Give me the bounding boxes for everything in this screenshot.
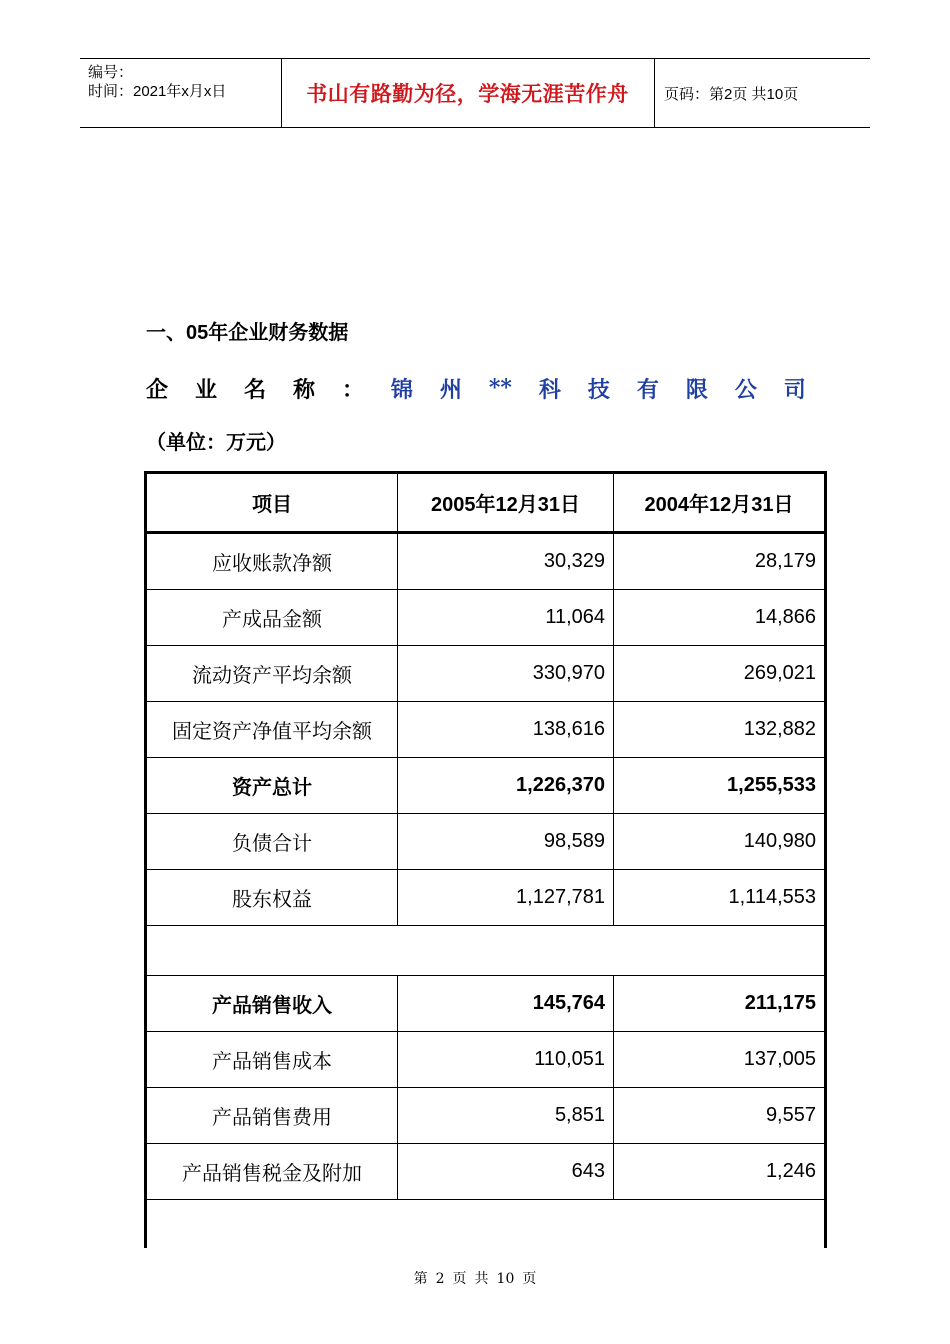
footer-part: 页 — [452, 1271, 467, 1287]
table-row-total-assets — [146, 758, 826, 814]
footer-part: 第 — [413, 1271, 428, 1287]
header-page-info: 页码：第2页 共10页 — [664, 85, 799, 103]
table-row — [146, 1088, 826, 1144]
section-title: 一、05年企业财务数据 — [146, 322, 349, 344]
unit-label: （单位：万元） — [146, 432, 286, 454]
header-divider — [654, 59, 655, 127]
header-motto: 书山有路勤为径，学海无涯苦作舟 — [306, 83, 629, 106]
row-label: 股东权益 — [146, 870, 398, 926]
value-2005: 138,616 — [398, 702, 614, 758]
row-label: 负债合计 — [146, 814, 398, 870]
table-row — [146, 702, 826, 758]
company-label-char: 名 — [243, 376, 266, 403]
company-value-char: 科 — [538, 376, 561, 403]
financial-data-table — [144, 471, 827, 1248]
row-label: 应收账款净额 — [146, 533, 398, 590]
company-value-char: 有 — [636, 376, 659, 403]
company-label-char: 业 — [194, 376, 217, 403]
row-label: 产品销售收入 — [146, 976, 398, 1032]
table-row — [146, 590, 826, 646]
value-2004: 1,246 — [614, 1144, 826, 1200]
table-row — [146, 870, 826, 926]
column-header-item: 项目 — [146, 473, 398, 533]
value-2005: 643 — [398, 1144, 614, 1200]
company-value-char: ** — [488, 375, 512, 401]
footer-total-pages: 10 — [496, 1271, 515, 1287]
value-2005: 30,329 — [398, 533, 614, 590]
page-footer — [0, 1268, 950, 1288]
value-2005: 145,764 — [398, 976, 614, 1032]
table-header-row — [146, 473, 826, 533]
header-meta — [88, 63, 226, 101]
table-row — [146, 1144, 826, 1200]
row-label: 资产总计 — [146, 758, 398, 814]
number-label: 编号： — [88, 64, 134, 81]
company-value-char: 锦 — [390, 376, 413, 403]
value-2005: 11,064 — [398, 590, 614, 646]
row-label: 固定资产净值平均余额 — [146, 702, 398, 758]
spacer-cell — [146, 926, 826, 976]
value-2005: 1,127,781 — [398, 870, 614, 926]
company-value-char: 限 — [685, 376, 708, 403]
company-label-char: 称 — [292, 376, 315, 403]
company-value-char: 公 — [734, 376, 757, 403]
value-2005: 98,589 — [398, 814, 614, 870]
company-label-char: ： — [341, 376, 364, 403]
footer-part: 共 — [474, 1271, 489, 1287]
value-2004: 1,114,553 — [614, 870, 826, 926]
value-2004: 1,255,533 — [614, 758, 826, 814]
value-2005: 110,051 — [398, 1032, 614, 1088]
row-label: 流动资产平均余额 — [146, 646, 398, 702]
row-label: 产品销售成本 — [146, 1032, 398, 1088]
company-label-char: 企 — [146, 376, 169, 403]
table-row — [146, 814, 826, 870]
table-spacer-row — [146, 926, 826, 976]
page-header — [80, 58, 870, 128]
value-2005: 1,226,370 — [398, 758, 614, 814]
value-2004: 211,175 — [614, 976, 826, 1032]
value-2004: 140,980 — [614, 814, 826, 870]
column-header-2005: 2005年12月31日 — [398, 473, 614, 533]
table-row — [146, 1032, 826, 1088]
table-row-sales-revenue — [146, 976, 826, 1032]
footer-page-number: 2 — [435, 1271, 445, 1287]
table-row — [146, 646, 826, 702]
company-name-line — [146, 372, 806, 404]
company-value-char: 技 — [587, 376, 610, 403]
row-label: 产品销售税金及附加 — [146, 1144, 398, 1200]
time-label: 时间：2021年x月x日 — [88, 83, 227, 100]
company-value-char: 司 — [783, 376, 806, 403]
column-header-2004: 2004年12月31日 — [614, 473, 826, 533]
value-2004: 28,179 — [614, 533, 826, 590]
value-2005: 5,851 — [398, 1088, 614, 1144]
company-value-char: 州 — [439, 376, 462, 403]
footer-part: 页 — [522, 1271, 537, 1287]
continuation-cell — [146, 1200, 826, 1249]
row-label: 产品销售费用 — [146, 1088, 398, 1144]
value-2004: 9,557 — [614, 1088, 826, 1144]
row-label: 产成品金额 — [146, 590, 398, 646]
table-continuation-row — [146, 1200, 826, 1249]
value-2004: 132,882 — [614, 702, 826, 758]
value-2004: 137,005 — [614, 1032, 826, 1088]
value-2004: 269,021 — [614, 646, 826, 702]
value-2004: 14,866 — [614, 590, 826, 646]
table-row — [146, 533, 826, 590]
value-2005: 330,970 — [398, 646, 614, 702]
